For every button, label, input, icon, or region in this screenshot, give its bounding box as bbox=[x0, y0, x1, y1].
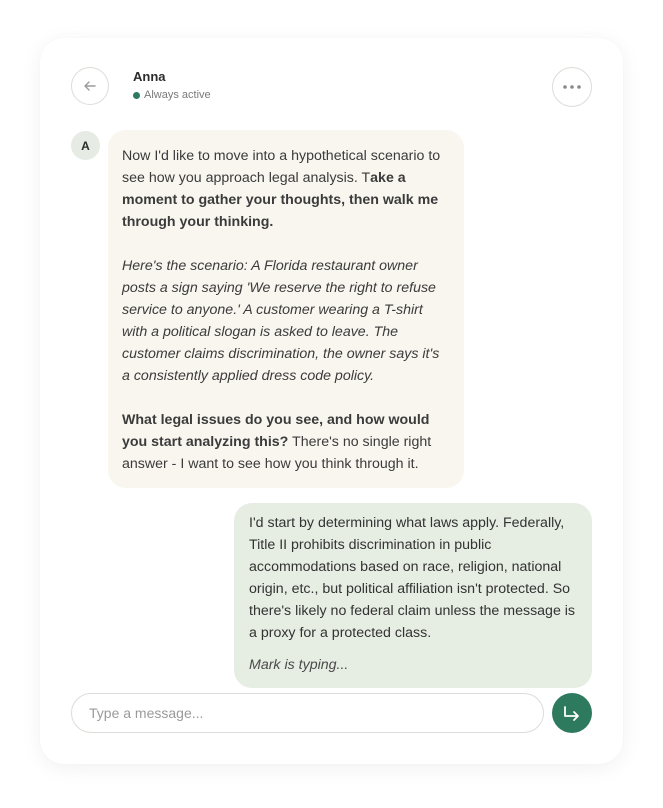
scenario-paragraph: Here's the scenario: A Florida restaurant owner posts a sign saying 'We reserve the right to refuse service to anyone.' A customer wearing a T-shirt with a political slogan is asked to leave. The customer claims discrimination, the owner says it's a consistently applied dress code policy. bbox=[122, 258, 440, 384]
send-button[interactable] bbox=[552, 693, 592, 733]
message-input[interactable] bbox=[71, 693, 544, 733]
back-button[interactable] bbox=[71, 67, 109, 105]
message-text-bold: ake a moment to gather your thoughts, then walk me through your thinking. bbox=[122, 170, 439, 230]
avatar: A bbox=[71, 131, 100, 160]
question-text-bold: What legal issues do you see, and how would you start analyzing this? bbox=[122, 412, 430, 450]
more-horizontal-icon bbox=[562, 84, 582, 90]
status-text: Always active bbox=[144, 89, 211, 101]
contact-name: Anna bbox=[133, 69, 166, 84]
incoming-message bbox=[108, 130, 464, 488]
question-paragraph bbox=[122, 409, 450, 475]
typing-indicator: Mark is typing... bbox=[249, 657, 349, 673]
more-options-button[interactable] bbox=[552, 67, 592, 107]
arrow-left-icon bbox=[83, 79, 97, 93]
message-text: Now I'd like to move into a hypothetical scenario to see how you approach legal analysis. T bbox=[122, 148, 441, 186]
outgoing-message bbox=[234, 503, 592, 688]
send-arrow-icon bbox=[562, 704, 582, 722]
outgoing-message-text: I'd start by determining what laws apply. Federally, Title II prohibits discrimination in public accommodations based on race, religion, national origin, etc., but political affiliation isn't protected. So there's likely no federal claim unless the message is a proxy for a protected class. bbox=[249, 515, 576, 641]
contact-status bbox=[133, 89, 211, 101]
question-text: There's no single right answer - I want to see how you think through it. bbox=[122, 434, 432, 472]
status-dot-icon bbox=[133, 92, 140, 99]
message-paragraph bbox=[122, 145, 450, 233]
chat-window bbox=[40, 38, 623, 764]
